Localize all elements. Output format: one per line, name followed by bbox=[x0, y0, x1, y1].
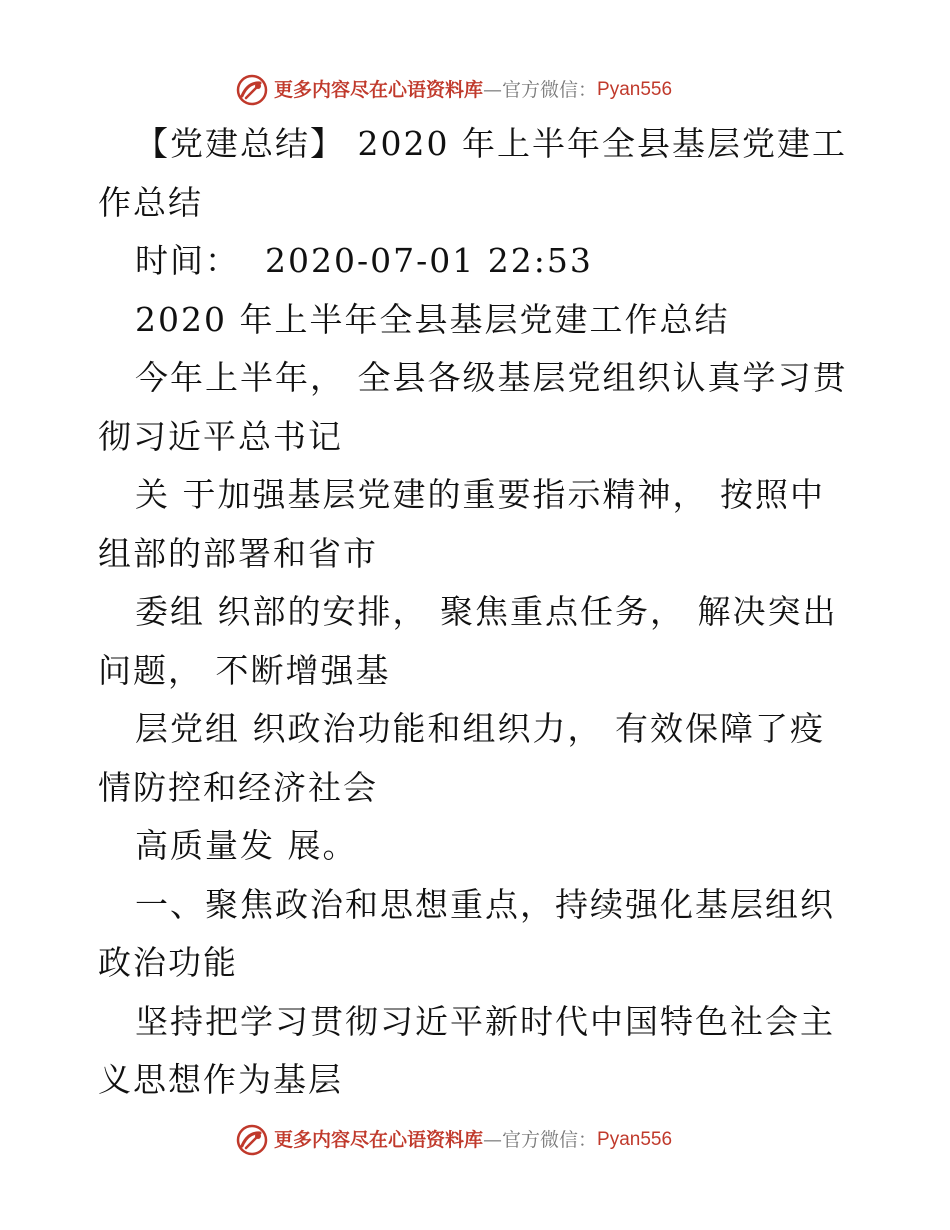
banner-main-text: 更多内容尽在心语资料库 bbox=[274, 1129, 484, 1151]
header-banner bbox=[236, 73, 672, 107]
paragraph: 委组 织部的安排， 聚焦重点任务， 解决突出问题， 不断增强基 bbox=[98, 592, 838, 690]
banner-wechat-label: 官方微信： bbox=[502, 79, 598, 101]
banner-wechat-label: 官方微信： bbox=[502, 1129, 598, 1151]
document-title: 【党建总结】 2020 年上半年全县基层党建工作总结 bbox=[98, 124, 847, 222]
footer-banner bbox=[236, 1123, 672, 1157]
paragraph: 高质量发 展。 bbox=[135, 826, 358, 865]
logo-icon bbox=[236, 74, 268, 106]
banner-dash: — bbox=[483, 1129, 503, 1151]
section-heading: 一、聚焦政治和思想重点，持续强化基层组织政治功能 bbox=[98, 884, 835, 982]
paragraph: 层党组 织政治功能和组织力， 有效保障了疫情防控和经济社会 bbox=[98, 709, 825, 807]
banner-dash: — bbox=[483, 79, 503, 101]
paragraph: 今年上半年， 全县各级基层党组织认真学习贯彻习近平总书记 bbox=[98, 358, 848, 456]
banner-wechat-id: Pyan556 bbox=[597, 1129, 673, 1150]
paragraph: 坚持把学习贯彻习近平新时代中国特色社会主义思想作为基层 bbox=[98, 1001, 835, 1099]
document-subtitle: 2020 年上半年全县基层党建工作总结 bbox=[135, 299, 730, 339]
banner-main-text: 更多内容尽在心语资料库 bbox=[274, 79, 484, 101]
document-time: 时间： 2020-07-01 22:53 bbox=[135, 241, 593, 280]
logo-icon bbox=[236, 1124, 268, 1156]
document-body bbox=[98, 115, 858, 1110]
banner-wechat-id: Pyan556 bbox=[597, 79, 673, 100]
paragraph: 关 于加强基层党建的重要指示精神， 按照中组部的部署和省市 bbox=[98, 475, 825, 573]
